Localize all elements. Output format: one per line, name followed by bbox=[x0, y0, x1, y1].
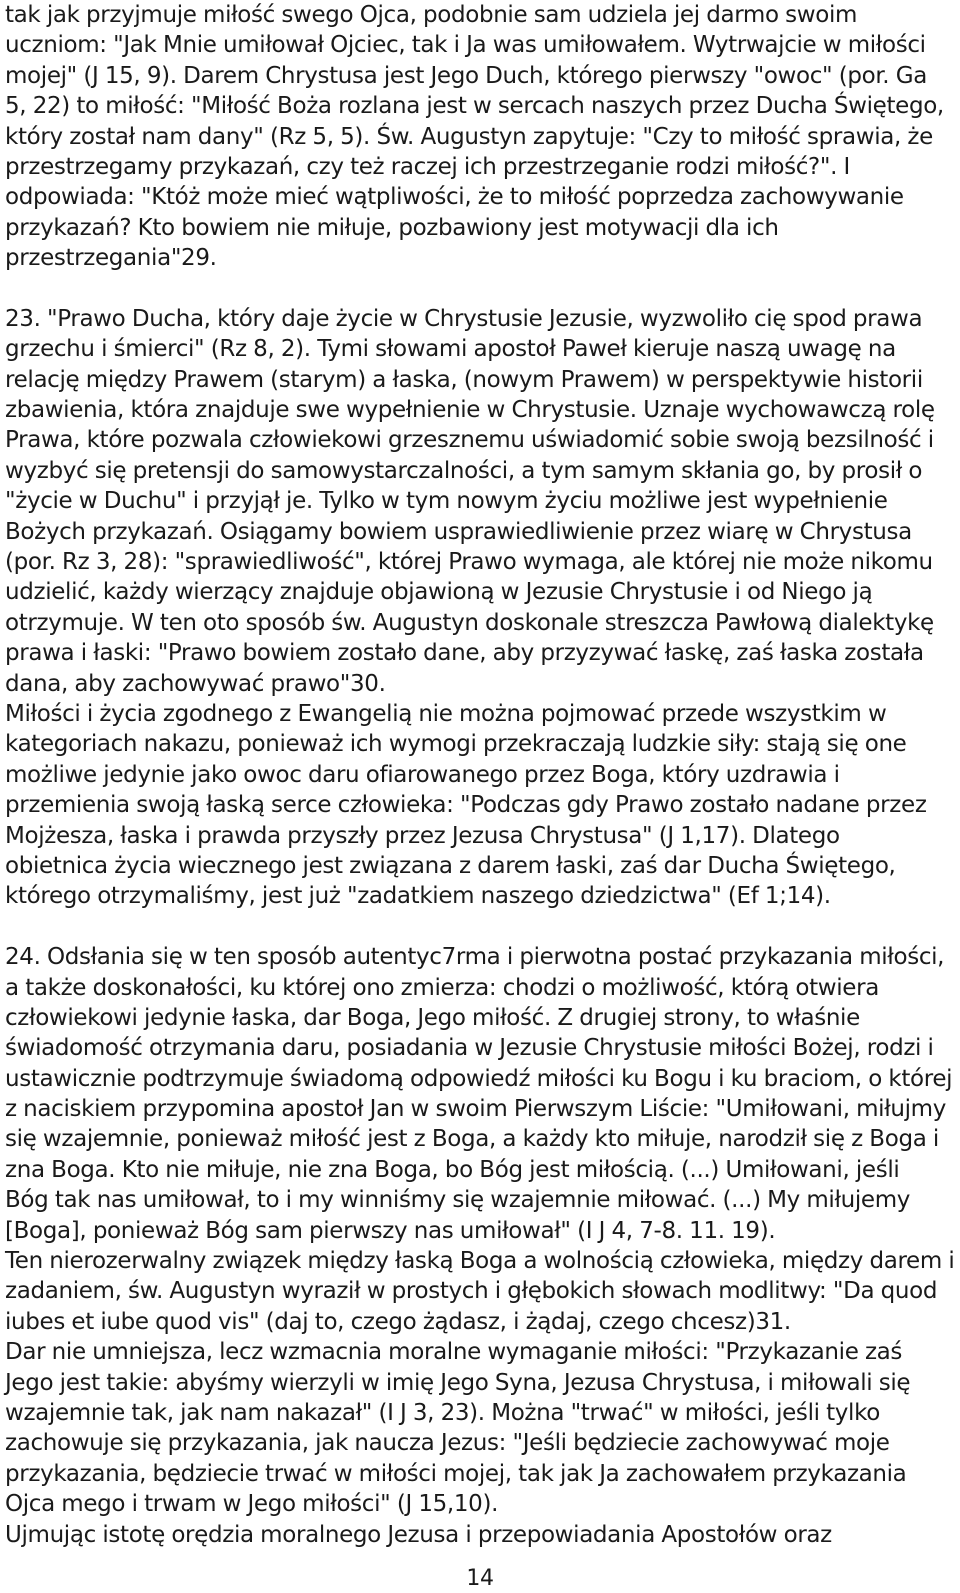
text-line: Ten nierozerwalny związek między łaską Boga a wolnością człowieka, między darem i bbox=[5, 1248, 955, 1275]
text-line: zbawienia, która znajduje swe wypełnienie w Chrystusie. Uznaje wychowawczą rolę bbox=[5, 397, 935, 424]
paragraph-continuation bbox=[5, 0, 955, 274]
text-line: kategoriach nakazu, ponieważ ich wymogi przekraczają ludzkie siły: stają się one bbox=[5, 731, 907, 758]
text-line: przestrzegamy przykazań, czy też raczej ich przestrzeganie rodzi miłość?". I bbox=[5, 153, 850, 180]
text-line: iubes et iube quod vis" (daj to, czego żądasz, i żądaj, czego chcesz)31. bbox=[5, 1308, 791, 1335]
text-line: 5, 22) to miłość: "Miłość Boża rozlana jest w sercach naszych przez Ducha Świętego, bbox=[5, 93, 944, 120]
text-line: obietnica życia wiecznego jest związana z darem łaski, zaś dar Ducha Świętego, bbox=[5, 852, 896, 879]
text-line: Ujmując istotę orędzia moralnego Jezusa i przepowiadania Apostołów oraz bbox=[5, 1521, 832, 1548]
text-line: się wzajemnie, ponieważ miłość jest z Boga, a każdy kto miłuje, narodził się z Boga i bbox=[5, 1126, 939, 1153]
text-line: uczniom: "Jak Mnie umiłował Ojciec, tak i Ja was umiłowałem. Wytrwajcie w miłości bbox=[5, 32, 926, 59]
text-line: ustawicznie podtrzymuje świadomą odpowiedź miłości ku Bogu i ku braciom, o której bbox=[5, 1065, 953, 1092]
text-line: udzielić, każdy wierzący znajduje objawioną w Jezusie Chrystusie i od Niego ją bbox=[5, 579, 873, 606]
text-line: Prawa, które pozwala człowiekowi grzesznemu uświadomić sobie swoją bezsilność i bbox=[5, 427, 934, 454]
text-line: otrzymuje. W ten oto sposób św. Augustyn doskonale streszcza Pawłową dialektykę bbox=[5, 609, 934, 636]
text-line: (por. Rz 3, 28): "sprawiedliwość", której Prawo wymaga, ale której nie może nikomu bbox=[5, 549, 933, 576]
text-line: wzajemnie tak, jak nam nakazał" (I J 3, 23). Można "trwać" w miłości, jeśli tylko bbox=[5, 1399, 880, 1426]
text-line: przykazania, będziecie trwać w miłości mojej, tak jak Ja zachowałem przykazania bbox=[5, 1460, 907, 1487]
text-line: Dar nie umniejsza, lecz wzmacnia moralne wymaganie miłości: "Przykazanie zaś bbox=[5, 1339, 903, 1366]
paragraph-23 bbox=[5, 304, 955, 699]
text-line: wyzbyć się pretensji do samowystarczalności, a tym samym skłania go, by prosił o bbox=[5, 457, 923, 484]
text-line: przemienia swoją łaską serce człowieka: "Podczas gdy Prawo zostało nadane przez bbox=[5, 792, 927, 819]
paragraph-gift bbox=[5, 1337, 955, 1519]
text-line: zachowuje się przykazania, jak naucza Jezus: "Jeśli będziecie zachowywać moje bbox=[5, 1430, 890, 1457]
text-line: "życie w Duchu" i przyjął je. Tylko w tym nowym życiu możliwe jest wypełnienie bbox=[5, 488, 888, 515]
paragraph-love-and-life bbox=[5, 699, 955, 912]
paragraph-spacer bbox=[5, 274, 955, 304]
text-line: przykazań? Kto bowiem nie miłuje, pozbawiony jest motywacji dla ich bbox=[5, 214, 779, 241]
text-line: relację między Prawem (starym) a łaska, (nowym Prawem) w perspektywie historii bbox=[5, 366, 923, 393]
text-line: który został nam dany" (Rz 5, 5). Św. Augustyn zapytuje: "Czy to miłość sprawia, że bbox=[5, 123, 933, 150]
text-line: mojej" (J 15, 9). Darem Chrystusa jest Jego Duch, którego pierwszy "owoc" (por. Ga bbox=[5, 62, 927, 89]
document-page bbox=[5, 0, 955, 1593]
paragraph-spacer bbox=[5, 912, 955, 942]
text-line: Jego jest takie: abyśmy wierzyli w imię Jego Syna, Jezusa Chrystusa, i miłowali się bbox=[5, 1369, 911, 1396]
text-line: przestrzegania"29. bbox=[5, 245, 217, 272]
text-line: grzechu i śmierci" (Rz 8, 2). Tymi słowami apostoł Paweł kieruje naszą uwagę na bbox=[5, 336, 896, 363]
paragraph-24 bbox=[5, 942, 955, 1246]
text-line: świadomość otrzymania daru, posiadania w Jezusie Chrystusie miłości Bożej, rodzi i bbox=[5, 1035, 934, 1062]
text-line: z naciskiem przypomina apostoł Jan w swoim Pierwszym Liście: "Umiłowani, miłujmy bbox=[5, 1096, 946, 1123]
text-line: odpowiada: "Któż może mieć wątpliwości, że to miłość poprzedza zachowywanie bbox=[5, 184, 904, 211]
text-line: a także doskonałości, ku której ono zmierza: chodzi o możliwość, którą otwiera bbox=[5, 974, 879, 1001]
text-line: 23. "Prawo Ducha, który daje życie w Chrystusie Jezusie, wyzwoliło cię spod prawa bbox=[5, 305, 923, 332]
text-line: tak jak przyjmuje miłość swego Ojca, podobnie sam udziela jej darmo swoim bbox=[5, 2, 858, 28]
paragraph-closing bbox=[5, 1520, 955, 1550]
text-line: Miłości i życia zgodnego z Ewangelią nie można pojmować przede wszystkim w bbox=[5, 700, 887, 727]
text-line: [Boga], ponieważ Bóg sam pierwszy nas umiłował" (I J 4, 7-8. 11. 19). bbox=[5, 1217, 776, 1244]
text-line: 24. Odsłania się w ten sposób autentyc7rma i pierwotna postać przykazania miłości, bbox=[5, 944, 945, 971]
text-line: Mojżesza, łaska i prawda przyszły przez Jezusa Chrystusa" (J 1,17). Dlatego bbox=[5, 822, 840, 849]
page-number: 14 bbox=[466, 1566, 494, 1591]
text-line: dana, aby zachowywać prawo"30. bbox=[5, 670, 386, 697]
text-line: Bóg tak nas umiłował, to i my winniśmy się wzajemnie miłować. (...) My miłujemy bbox=[5, 1187, 911, 1214]
text-line: możliwe jedynie jako owoc daru ofiarowanego przez Boga, który uzdrawia i bbox=[5, 761, 840, 788]
text-line: zadaniem, św. Augustyn wyraził w prostych i głębokich słowach modlitwy: "Da quod bbox=[5, 1278, 938, 1305]
text-line: Ojca mego i trwam w Jego miłości" (J 15,10). bbox=[5, 1491, 499, 1518]
text-line: Bożych przykazań. Osiągamy bowiem usprawiedliwienie przez wiarę w Chrystusa bbox=[5, 518, 912, 545]
text-line: człowiekowi jedynie łaska, dar Boga, Jego miłość. Z drugiej strony, to właśnie bbox=[5, 1004, 860, 1031]
text-line: zna Boga. Kto nie miłuje, nie zna Boga, bo Bóg jest miłością. (...) Umiłowani, jeśli bbox=[5, 1156, 900, 1183]
text-line: prawa i łaski: "Prawo bowiem zostało dane, aby przyzywać łaskę, zaś łaska została bbox=[5, 640, 924, 667]
text-line: którego otrzymaliśmy, jest już "zadatkiem naszego dziedzictwa" (Ef 1;14). bbox=[5, 883, 831, 910]
paragraph-augustine-prayer bbox=[5, 1246, 955, 1337]
